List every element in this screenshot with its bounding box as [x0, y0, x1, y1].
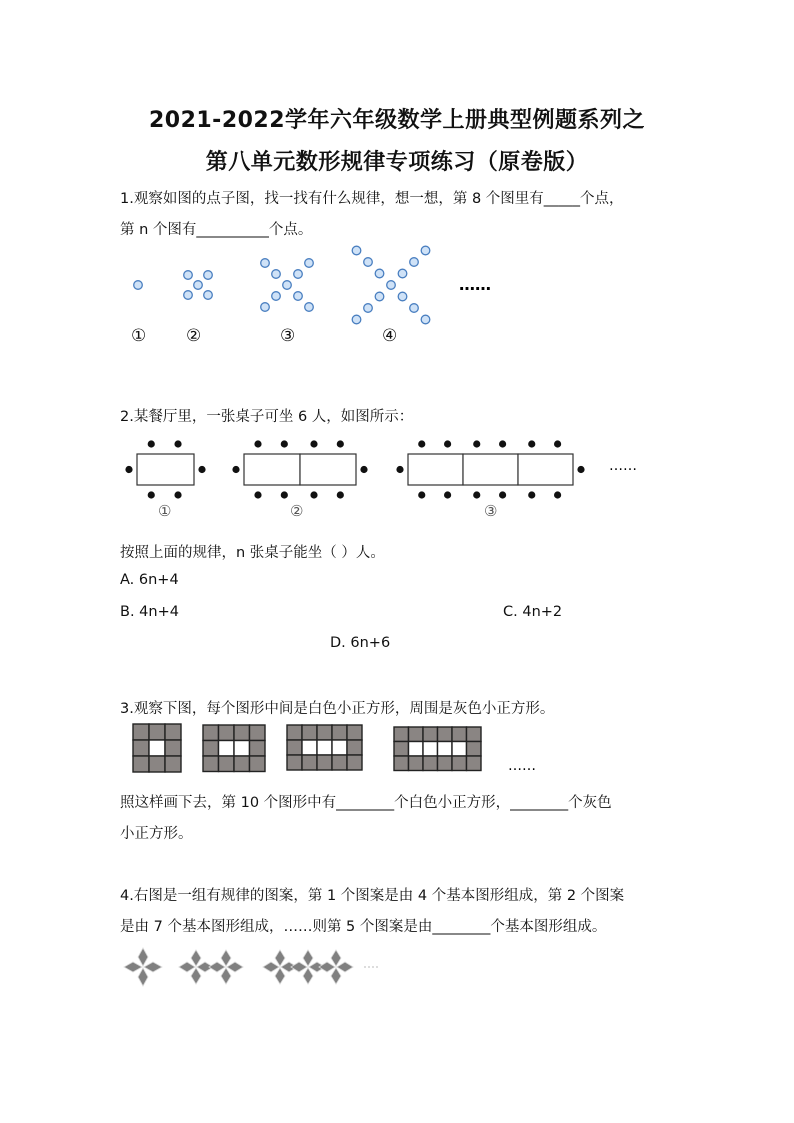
- white-square: [423, 742, 438, 757]
- white-square: [219, 741, 235, 757]
- gray-square: [203, 741, 219, 757]
- gray-square: [317, 725, 332, 740]
- seat-dot: [418, 440, 425, 447]
- q1-text-line1: 1.观察如图的点子图，找一找有什么规律，想一想，第 8 个图里有_____个点，: [120, 191, 624, 207]
- q1-label-1: ①: [131, 326, 147, 346]
- seat-dot: [337, 440, 344, 447]
- q1-dot-figures: [0, 245, 794, 355]
- dot: [204, 291, 213, 300]
- gray-square: [149, 756, 165, 772]
- q1-ellipsis: ……: [459, 275, 491, 294]
- gray-square: [394, 756, 409, 771]
- table-rect: [137, 454, 194, 485]
- table-rect: [463, 454, 518, 485]
- gray-square: [219, 725, 235, 741]
- diamond-shape: [138, 948, 148, 966]
- gray-square: [347, 725, 362, 740]
- diamond-pattern-figures: [124, 948, 380, 986]
- diamond-shape: [209, 962, 225, 972]
- gray-square: [149, 724, 165, 740]
- seat-dot: [473, 440, 480, 447]
- seat-dot: [198, 466, 205, 473]
- dot: [272, 270, 281, 279]
- q1-text-line2: 第 n 个图有__________个点。: [120, 222, 313, 238]
- dot: [364, 304, 373, 313]
- gray-square: [287, 755, 302, 770]
- seat-dot: [499, 440, 506, 447]
- gray-square: [133, 756, 149, 772]
- q3-ellipsis: ……: [508, 758, 536, 774]
- diamond-shape: [138, 968, 148, 986]
- dot: [352, 315, 361, 324]
- seat-dot: [499, 491, 506, 498]
- white-square: [234, 741, 250, 757]
- gray-square: [467, 727, 482, 742]
- diamond-shape: [319, 962, 335, 972]
- gray-square: [347, 755, 362, 770]
- seat-dot: [254, 440, 261, 447]
- diamond-shape: [291, 962, 307, 972]
- dot: [410, 304, 419, 313]
- seat-dot: [396, 466, 403, 473]
- gray-square: [250, 725, 266, 741]
- gray-square: [287, 725, 302, 740]
- seat-dot: [577, 466, 584, 473]
- diamond-shape: [275, 968, 285, 984]
- q2-option-d: D. 6n+6: [330, 635, 391, 651]
- q2-option-c: C. 4n+2: [503, 604, 563, 620]
- dot: [134, 281, 143, 290]
- seat-dot: [310, 491, 317, 498]
- diamond-shape: [124, 962, 142, 972]
- dot: [261, 303, 270, 312]
- gray-square: [317, 755, 332, 770]
- seat-dot: [554, 440, 561, 447]
- diamond-shape: [221, 950, 231, 966]
- white-square: [317, 740, 332, 755]
- seat-dot: [174, 491, 181, 498]
- q1-label-3: ③: [280, 326, 296, 346]
- q1-label-2: ②: [186, 326, 202, 346]
- seat-dot: [528, 440, 535, 447]
- gray-square: [234, 725, 250, 741]
- table-rect: [300, 454, 356, 485]
- gray-square: [165, 724, 181, 740]
- seat-dot: [254, 491, 261, 498]
- q2-option-b: B. 4n+4: [120, 604, 179, 620]
- gray-square: [452, 727, 467, 742]
- dot: [261, 259, 270, 268]
- seat-dot: [148, 440, 155, 447]
- gray-square: [332, 725, 347, 740]
- gray-square: [165, 740, 181, 756]
- gray-square: [332, 755, 347, 770]
- dot: [352, 246, 361, 255]
- gray-square: [423, 727, 438, 742]
- q3-text-line1: 照这样画下去，第 10 个图形中有________个白色小正方形，________个灰色: [120, 795, 612, 811]
- q2-stem: 2.某餐厅里，一张桌子可坐 6 人，如图所示：: [120, 409, 414, 425]
- seat-dot: [310, 440, 317, 447]
- gray-square: [423, 756, 438, 771]
- seat-dot: [444, 491, 451, 498]
- dot: [294, 270, 303, 279]
- gray-square: [133, 740, 149, 756]
- white-square: [452, 742, 467, 757]
- diamond-shape: [331, 968, 341, 984]
- gray-square: [409, 756, 424, 771]
- diamond-shape: [331, 950, 341, 966]
- gray-square: [302, 725, 317, 740]
- q3-square-figures: [0, 722, 794, 782]
- gray-square: [438, 727, 453, 742]
- q4-text-line1: 4.右图是一组有规律的图案，第 1 个图案是由 4 个基本图形组成，第 2 个图案: [120, 888, 625, 904]
- seat-dot: [418, 491, 425, 498]
- q4-diamond-figures: [0, 945, 794, 995]
- gray-square: [287, 740, 302, 755]
- gray-square: [409, 727, 424, 742]
- dot: [387, 281, 396, 290]
- diamond-shape: [275, 950, 285, 966]
- diamond-shape: [303, 968, 313, 984]
- diamond-shape: [191, 950, 201, 966]
- dot-pattern-figures: [134, 246, 430, 324]
- table-rect: [244, 454, 300, 485]
- q2-label-3: ③: [484, 502, 498, 520]
- dot: [305, 303, 314, 312]
- dot: [194, 281, 203, 290]
- q2-label-2: ②: [290, 502, 304, 520]
- seat-dot: [337, 491, 344, 498]
- q2-question: 按照上面的规律，n 张桌子能坐（ ）人。: [120, 545, 385, 561]
- q2-label-1: ①: [158, 502, 172, 520]
- white-square: [332, 740, 347, 755]
- q1-label-4: ④: [382, 326, 398, 346]
- gray-square: [394, 742, 409, 757]
- dot: [398, 292, 407, 301]
- dot: [294, 292, 303, 301]
- q2-ellipsis: ……: [609, 458, 637, 474]
- white-square: [302, 740, 317, 755]
- gray-square: [250, 741, 266, 757]
- q3-stem: 3.观察下图，每个图形中间是白色小正方形，周围是灰色小正方形。: [120, 701, 555, 717]
- q4-text-line2: 是由 7 个基本图形组成，……则第 5 个图案是由________个基本图形组成。: [120, 919, 607, 935]
- diamond-shape: [227, 962, 243, 972]
- diamond-shape: [144, 962, 162, 972]
- seat-dot: [444, 440, 451, 447]
- seat-dot: [281, 440, 288, 447]
- gray-square: [203, 725, 219, 741]
- q2-option-a: A. 6n+4: [120, 572, 179, 588]
- q2-table-figures: [0, 438, 794, 518]
- seat-dot: [148, 491, 155, 498]
- q3-text-line2: 小正方形。: [120, 826, 193, 842]
- dot: [204, 271, 213, 280]
- page-title: 2021-2022学年六年级数学上册典型例题系列之: [148, 108, 646, 133]
- dot: [375, 269, 384, 278]
- gray-square: [250, 756, 266, 772]
- dot: [364, 258, 373, 267]
- dot: [305, 259, 314, 268]
- seat-dot: [281, 491, 288, 498]
- table-rect: [518, 454, 573, 485]
- seat-dot: [174, 440, 181, 447]
- gray-square: [302, 755, 317, 770]
- gray-square: [234, 756, 250, 772]
- gray-square: [467, 756, 482, 771]
- diamond-shape: [221, 968, 231, 984]
- square-grid-figures: [133, 724, 481, 772]
- diamond-shape: [337, 962, 353, 972]
- dot: [184, 271, 193, 280]
- gray-square: [203, 756, 219, 772]
- seat-dot: [473, 491, 480, 498]
- page-subtitle: 第八单元数形规律专项练习（原卷版）: [205, 150, 589, 175]
- seat-dot: [360, 466, 367, 473]
- seat-dot: [528, 491, 535, 498]
- gray-square: [452, 756, 467, 771]
- gray-square: [133, 724, 149, 740]
- gray-square: [394, 727, 409, 742]
- dot: [375, 292, 384, 301]
- dot: [421, 315, 430, 324]
- white-square: [438, 742, 453, 757]
- seat-dot: [554, 491, 561, 498]
- table-rect: [408, 454, 463, 485]
- diamond-shape: [263, 962, 279, 972]
- diamond-shape: [179, 962, 195, 972]
- seat-dot: [232, 466, 239, 473]
- dot: [410, 258, 419, 267]
- gray-square: [438, 756, 453, 771]
- dot: [398, 269, 407, 278]
- table-figures: [125, 440, 584, 498]
- white-square: [409, 742, 424, 757]
- white-square: [149, 740, 165, 756]
- diamond-shape: [191, 968, 201, 984]
- gray-square: [347, 740, 362, 755]
- dot: [184, 291, 193, 300]
- dot: [283, 281, 292, 290]
- gray-square: [467, 742, 482, 757]
- seat-dot: [125, 466, 132, 473]
- dot: [272, 292, 281, 301]
- diamond-shape: [303, 950, 313, 966]
- gray-square: [165, 756, 181, 772]
- gray-square: [219, 756, 235, 772]
- dot: [421, 246, 430, 255]
